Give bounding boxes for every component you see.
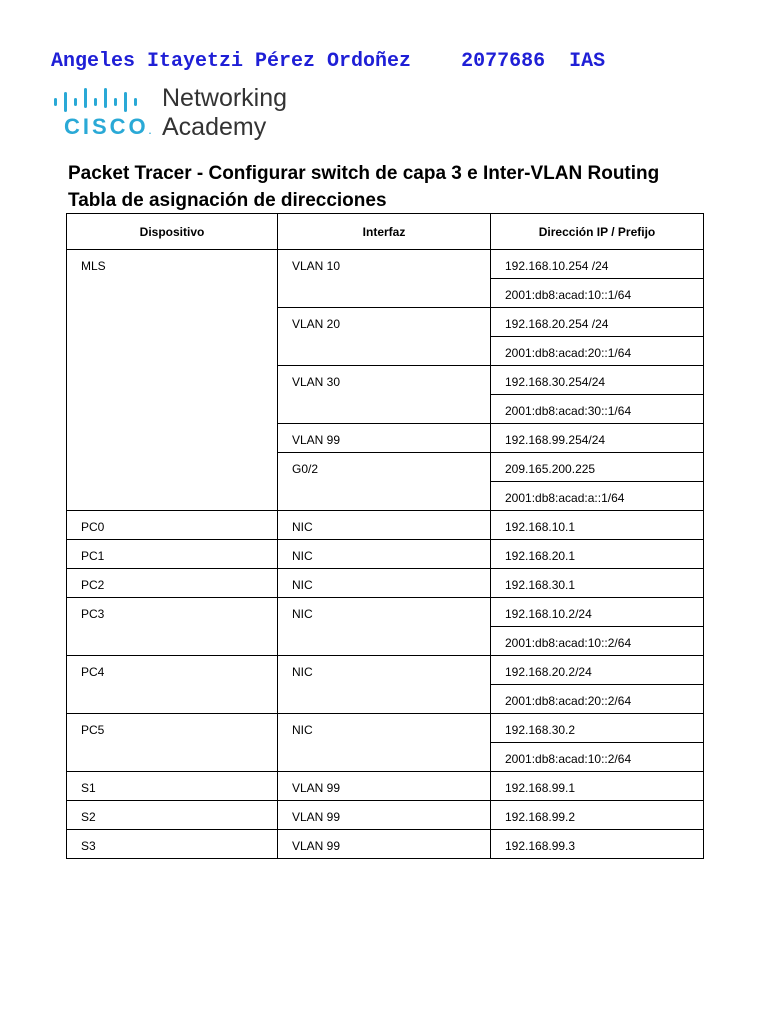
cell-interface: NIC (278, 540, 491, 569)
cell-device: PC1 (67, 540, 278, 569)
cell-ip: 192.168.10.2/24 (491, 598, 704, 627)
cell-interface: NIC (278, 598, 491, 656)
student-group: IAS (569, 50, 606, 73)
student-name: Angeles Itayetzi Pérez Ordoñez (51, 50, 412, 73)
cell-ip: 192.168.99.1 (491, 772, 704, 801)
logo-networking: Networking (162, 84, 288, 112)
cell-interface: VLAN 30 (278, 366, 491, 424)
student-id: 2077686 (461, 50, 546, 73)
header-ip: Dirección IP / Prefijo (491, 214, 704, 250)
header-device: Dispositivo (67, 214, 278, 250)
cell-interface: NIC (278, 511, 491, 540)
table-row (67, 830, 704, 859)
cell-interface: VLAN 10 (278, 250, 491, 308)
cell-ip: 192.168.20.2/24 (491, 656, 704, 685)
header-interface: Interfaz (278, 214, 491, 250)
table-row (67, 656, 704, 685)
cell-ip: 209.165.200.225 (491, 453, 704, 482)
cell-interface: VLAN 99 (278, 772, 491, 801)
document-title: Packet Tracer - Configurar switch de capa 3 e Inter-VLAN Routing (68, 163, 660, 184)
table-header-row (67, 214, 704, 250)
table-row (67, 540, 704, 569)
cell-device: MLS (67, 250, 278, 511)
cell-ip: 2001:db8:acad:20::2/64 (491, 685, 704, 714)
cell-device: S1 (67, 772, 278, 801)
cell-ip: 192.168.10.254 /24 (491, 250, 704, 279)
cell-ip: 192.168.30.254/24 (491, 366, 704, 395)
cell-ip: 2001:db8:acad:20::1/64 (491, 337, 704, 366)
cell-ip: 192.168.10.1 (491, 511, 704, 540)
address-table (66, 213, 704, 859)
cell-interface: VLAN 20 (278, 308, 491, 366)
cell-ip: 2001:db8:acad:10::1/64 (491, 279, 704, 308)
cell-device: PC4 (67, 656, 278, 714)
cell-ip: 2001:db8:acad:a::1/64 (491, 482, 704, 511)
cell-ip: 192.168.20.254 /24 (491, 308, 704, 337)
cell-interface: G0/2 (278, 453, 491, 511)
cell-device: S3 (67, 830, 278, 859)
cell-ip: 192.168.30.2 (491, 714, 704, 743)
cell-device: S2 (67, 801, 278, 830)
logo-academy: Academy (162, 113, 267, 141)
cisco-networking-academy-logo (52, 84, 312, 144)
table-row (67, 801, 704, 830)
logo-cisco-text: CISCO (64, 114, 149, 139)
cell-interface: NIC (278, 656, 491, 714)
cell-interface: VLAN 99 (278, 830, 491, 859)
cisco-bridge-icon (52, 86, 148, 112)
cell-ip: 192.168.30.1 (491, 569, 704, 598)
cell-device: PC5 (67, 714, 278, 772)
cell-ip: 192.168.20.1 (491, 540, 704, 569)
cell-device: PC0 (67, 511, 278, 540)
table-row (67, 772, 704, 801)
cell-interface: VLAN 99 (278, 801, 491, 830)
logo-registered-mark: . (148, 126, 152, 136)
cell-ip: 192.168.99.2 (491, 801, 704, 830)
cell-ip: 2001:db8:acad:10::2/64 (491, 743, 704, 772)
cell-interface: VLAN 99 (278, 424, 491, 453)
cell-device: PC3 (67, 598, 278, 656)
table-row (67, 598, 704, 627)
cell-interface: NIC (278, 569, 491, 598)
table-row (67, 714, 704, 743)
table-row (67, 250, 704, 279)
cell-ip: 2001:db8:acad:30::1/64 (491, 395, 704, 424)
cell-ip: 2001:db8:acad:10::2/64 (491, 627, 704, 656)
cell-device: PC2 (67, 569, 278, 598)
cell-ip: 192.168.99.254/24 (491, 424, 704, 453)
cell-interface: NIC (278, 714, 491, 772)
document-subtitle: Tabla de asignación de direcciones (68, 190, 387, 211)
table-row (67, 511, 704, 540)
student-header (51, 50, 605, 73)
table-row (67, 569, 704, 598)
logo-cisco (64, 114, 151, 140)
cell-ip: 192.168.99.3 (491, 830, 704, 859)
